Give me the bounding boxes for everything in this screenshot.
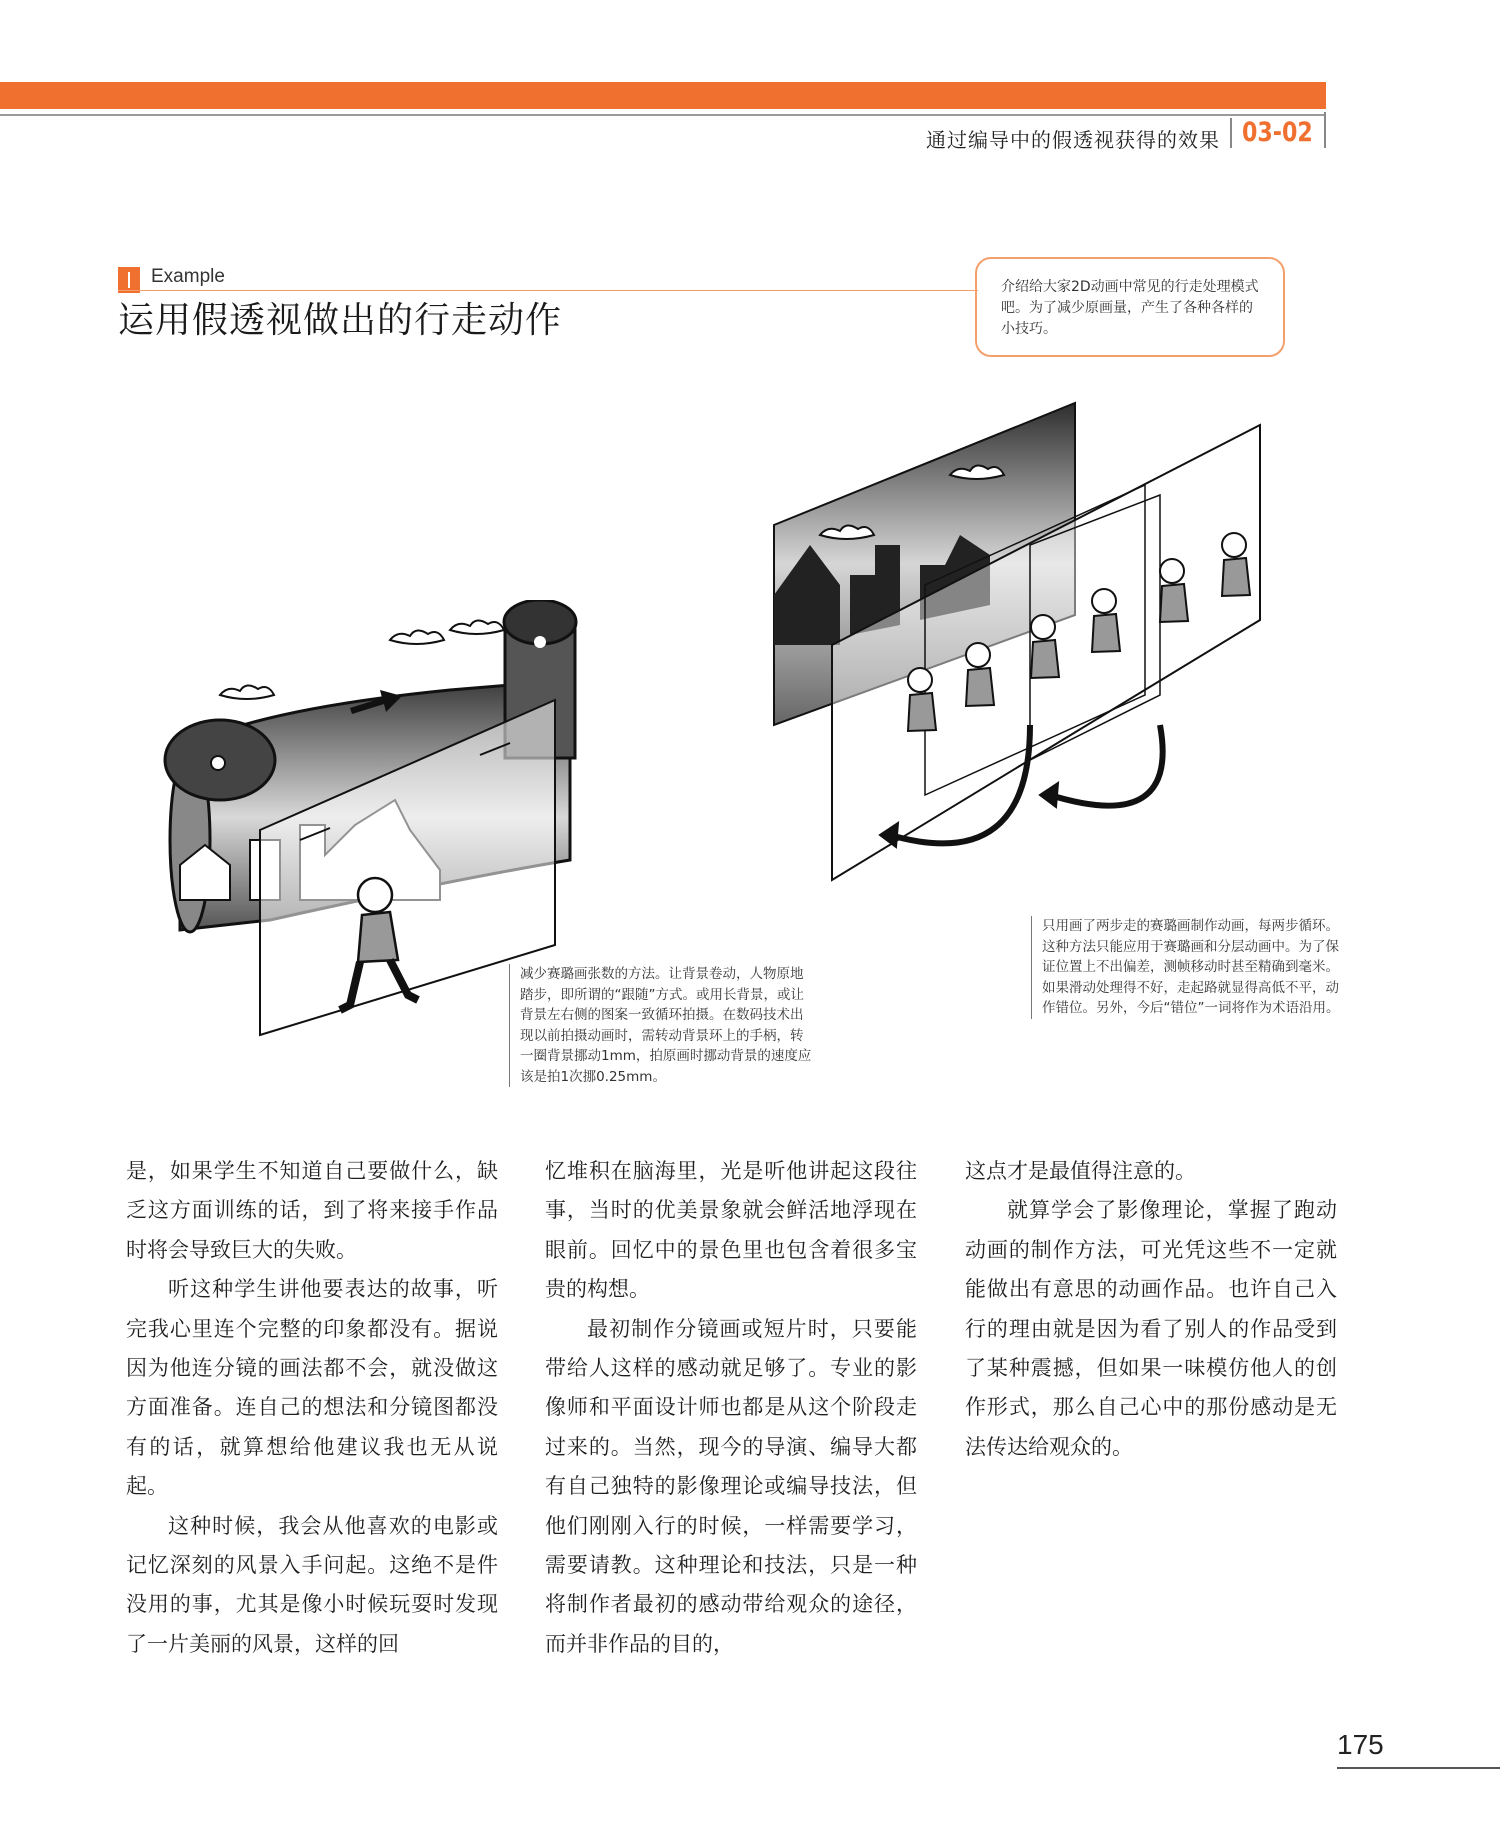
page-number-rule bbox=[1337, 1767, 1500, 1769]
paragraph: 就算学会了影像理论，掌握了跑动动画的制作方法，可光凭这些不一定就能做出有意思的动画作品。也许自己入行的理由就是因为看了别人的作品受到了某种震撼，但如果一味模仿他人的创作形式，那么自己心中的那份感动是无法传达给观众的。 bbox=[965, 1198, 1337, 1459]
right-figure-caption: 只用画了两步走的赛璐画制作动画，每两步循环。这种方法只能应用于赛璐画和分层动画中。为了保证位置上不出偏差，测帧移动时甚至精确到毫米。如果滑动处理得不好，走起路就显得高低不平，动作错位。另外，今后“错位”一词将作为术语沿用。 bbox=[1031, 916, 1341, 1019]
header-divider bbox=[1230, 118, 1232, 148]
body-column-2 bbox=[545, 1152, 917, 1664]
paragraph: 这种时候，我会从他喜欢的电影或记忆深刻的风景入手问起。这绝不是件没用的事，尤其是像小时候玩耍时发现了一片美丽的风景，这样的回 bbox=[126, 1513, 498, 1656]
chapter-title: 通过编导中的假透视获得的效果 bbox=[926, 128, 1220, 152]
layered-cels-illustration bbox=[760, 395, 1280, 895]
header-divider-right bbox=[1324, 112, 1326, 148]
header-rule bbox=[0, 114, 1326, 116]
intro-box: 介绍给大家2D动画中常见的行走处理模式吧。为了减少原画量，产生了各种各样的小技巧。 bbox=[975, 257, 1285, 357]
section-label: Example bbox=[151, 266, 225, 287]
body-column-1 bbox=[126, 1152, 498, 1664]
paragraph: 忆堆积在脑海里，光是听他讲起这段往事，当时的优美景象就会鲜活地浮现在眼前。回忆中的景色里也包含着很多宝贵的构想。 bbox=[545, 1159, 917, 1302]
header-accent-bar bbox=[0, 82, 1326, 109]
section-rule bbox=[118, 290, 978, 291]
paragraph: 最初制作分镜画或短片时，只要能带给人这样的感动就足够了。专业的影像师和平面设计师也都是从这个阶段走过来的。当然，现今的导演、编导大都有自己独特的影像理论或编导技法，但他们刚刚入行的时候，一样需要学习，需要请教。这种理论和技法，只是一种将制作者最初的感动带给观众的途径，而并非作品的目的， bbox=[545, 1316, 917, 1656]
body-column-3 bbox=[965, 1152, 1337, 1467]
paragraph: 这点才是最值得注意的。 bbox=[965, 1159, 1196, 1183]
chapter-code: 03-02 bbox=[1242, 117, 1313, 148]
left-figure-caption: 减少赛璐画张数的方法。让背景卷动，人物原地踏步，即所谓的“跟随”方式。或用长背景，或让背景左右侧的图案一致循环拍摄。在数码技术出现以前拍摄动画时，需转动背景环上的手柄，转一圈背景挪动1mm，拍原画时挪动背景的速度应该是拍1次挪0.25mm。 bbox=[509, 964, 814, 1087]
paragraph: 听这种学生讲他要表达的故事，听完我心里连个完整的印象都没有。据说因为他连分镜的画法都不会，就没做这方面准备。连自己的想法和分镜图都没有的话，就算想给他建议我也无从说起。 bbox=[126, 1277, 498, 1499]
paragraph: 是，如果学生不知道自己要做什么，缺乏这方面训练的话，到了将来接手作品时将会导致巨大的失败。 bbox=[126, 1159, 498, 1262]
page-title: 运用假透视做出的行走动作 bbox=[118, 300, 563, 341]
page-number: 175 bbox=[1337, 1729, 1384, 1760]
